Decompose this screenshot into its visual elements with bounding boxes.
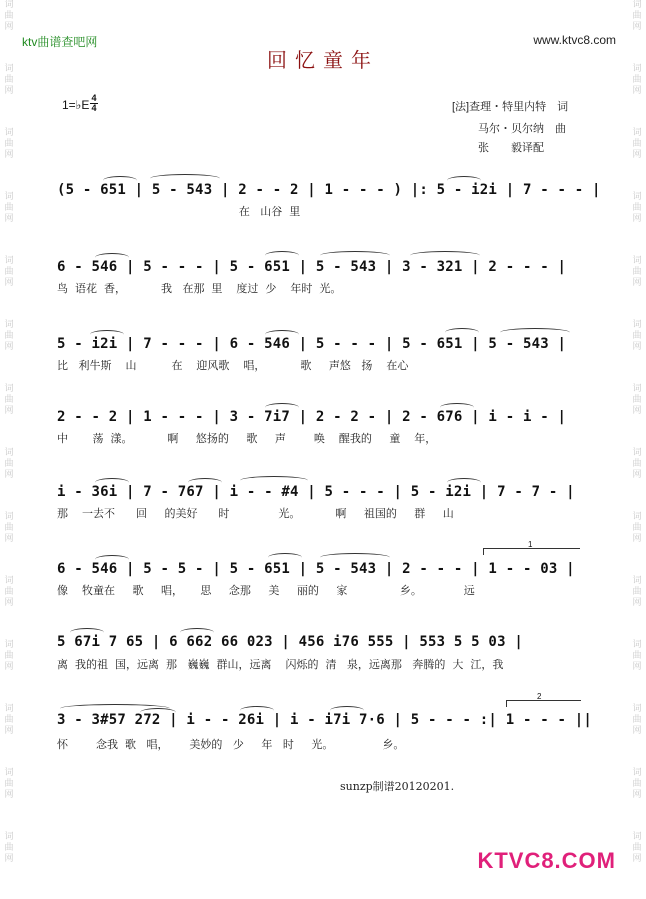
- time-signature-top: 4: [91, 93, 97, 103]
- lyricist-credit: [法]查理・特里内特 词: [452, 101, 569, 113]
- watermark-char: 词: [4, 64, 14, 74]
- slur-arc: [447, 478, 481, 487]
- volta-number-1: 1: [528, 540, 533, 549]
- time-signature: [90, 94, 98, 113]
- watermark-char: 词: [632, 384, 642, 394]
- slur-arc: [90, 330, 124, 339]
- score-line-2-lyrics: 鸟 语花 香， 我 在那 里 度过 少 年时 光。: [57, 282, 342, 295]
- watermark-group: [2, 704, 16, 768]
- watermark-char: 词: [4, 448, 14, 458]
- watermark-char: 曲: [4, 779, 14, 789]
- watermark-group: [630, 704, 644, 768]
- score-line-8-notes: 3 - 3#57 272 | i - - 26i | i - i7i 7·6 | 5 - - - :| 1 - - - ||: [57, 712, 592, 728]
- watermark-char: 网: [632, 854, 642, 864]
- slur-arc: [500, 328, 570, 337]
- watermark-char: 曲: [4, 75, 14, 85]
- watermark-char: 曲: [4, 11, 14, 21]
- watermark-char: 词: [632, 512, 642, 522]
- slur-arc: [447, 176, 481, 185]
- watermark-char: 网: [632, 534, 642, 544]
- watermark-group: [2, 832, 16, 896]
- transcriber-note: sunzp制谱20120201.: [340, 780, 455, 793]
- volta-bracket-2: [506, 692, 581, 707]
- site-name-left: ktv曲谱查吧网: [22, 35, 98, 49]
- watermark-char: 曲: [4, 459, 14, 469]
- watermark-char: 曲: [632, 459, 642, 469]
- watermark-char: 网: [4, 86, 14, 96]
- watermark-char: 词: [4, 128, 14, 138]
- slur-arc: [265, 330, 299, 339]
- score-line-4-lyrics: 中 荡 漾。 啊 悠扬的 歌 声 唤 醒我的 童 年，: [57, 432, 437, 445]
- slur-arc: [265, 403, 299, 412]
- watermark-char: 词: [4, 0, 14, 10]
- watermark-char: 网: [632, 278, 642, 288]
- watermark-char: 词: [632, 128, 642, 138]
- volta-bracket-1: [483, 540, 580, 555]
- watermark-char: 词: [4, 768, 14, 778]
- watermark-char: 曲: [4, 587, 14, 597]
- watermark-char: 网: [632, 150, 642, 160]
- watermark-group: [630, 512, 644, 576]
- watermark-char: 曲: [632, 267, 642, 277]
- watermark-char: 词: [632, 832, 642, 842]
- slur-arc: [95, 478, 129, 487]
- watermark-char: 网: [632, 22, 642, 32]
- score-line-1-lyrics: 在 山谷 里: [57, 205, 301, 218]
- watermark-char: 词: [4, 640, 14, 650]
- watermark-char: 词: [4, 832, 14, 842]
- score-line-6-notes: 6 - 546 | 5 - 5 - | 5 - 651 | 5 - 543 | 2 - - - | 1 - - 03 |: [57, 561, 575, 577]
- slur-arc: [70, 628, 104, 637]
- slur-arc: [265, 251, 299, 260]
- watermark-group: [2, 64, 16, 128]
- watermark-char: 曲: [632, 523, 642, 533]
- translator-credit: 张 毅译配: [478, 142, 544, 154]
- watermark-group: [630, 448, 644, 512]
- key-signature: 1=♭E: [62, 98, 90, 112]
- watermark-char: 网: [4, 534, 14, 544]
- slur-arc: [330, 706, 364, 715]
- score-line-7-notes: 5 67i 7 65 | 6 662 66 023 | 456 i76 555 | 553 5 5 03 |: [57, 634, 523, 650]
- watermark-group: [2, 448, 16, 512]
- watermark-char: 网: [632, 790, 642, 800]
- score-line-5-lyrics: 那 一去不 回 的美好 时 光。 啊 祖国的 群 山: [57, 507, 454, 520]
- watermark-char: 网: [4, 854, 14, 864]
- watermark-char: 网: [4, 790, 14, 800]
- watermark-char: 网: [4, 214, 14, 224]
- watermark-group: [2, 256, 16, 320]
- watermark-char: 曲: [4, 715, 14, 725]
- watermark-char: 网: [632, 470, 642, 480]
- watermark-char: 曲: [632, 203, 642, 213]
- watermark-group: [630, 256, 644, 320]
- watermark-char: 曲: [4, 523, 14, 533]
- watermark-char: 曲: [4, 139, 14, 149]
- slur-arc: [95, 555, 129, 564]
- watermark-group: [2, 384, 16, 448]
- watermark-char: 曲: [632, 331, 642, 341]
- watermark-group: [2, 320, 16, 384]
- watermark-char: 词: [4, 704, 14, 714]
- score-line-6-lyrics: 像 牧童在 歌 唱， 思 念那 美 丽的 家 乡。 远: [57, 584, 475, 597]
- watermark-group: [630, 64, 644, 128]
- watermark-group: [2, 576, 16, 640]
- slur-arc: [320, 553, 390, 562]
- slur-arc: [95, 253, 129, 262]
- watermark-char: 曲: [632, 651, 642, 661]
- score-line-7-lyrics: 离 我的祖 国，远离 那 巍巍 群山，远离 闪烁的 清 泉，远离那 奔腾的 大 江，我: [57, 658, 504, 671]
- score-line-4-notes: 2 - - 2 | 1 - - - | 3 - 7i7 | 2 - 2 - | 2 - 676 | i - i - |: [57, 409, 567, 425]
- song-title: 回忆童年: [267, 48, 379, 72]
- watermark-char: 词: [632, 320, 642, 330]
- watermark-char: 词: [632, 768, 642, 778]
- watermark-group: [2, 768, 16, 832]
- watermark-char: 网: [632, 662, 642, 672]
- watermark-char: 词: [632, 64, 642, 74]
- watermark-char: 曲: [632, 139, 642, 149]
- composer-credit: 马尔・贝尔纳 曲: [478, 123, 566, 135]
- watermark-char: 网: [4, 342, 14, 352]
- watermark-char: 词: [4, 384, 14, 394]
- slur-arc: [268, 553, 302, 562]
- score-line-5-notes: i - 36i | 7 - 767 | i - - #4 | 5 - - - | 5 - i2i | 7 - 7 - |: [57, 484, 575, 500]
- watermark-right: [630, 0, 644, 899]
- watermark-group: [630, 128, 644, 192]
- site-logo: KTVC8.COM: [477, 848, 616, 873]
- watermark-group: [630, 768, 644, 832]
- watermark-left: [2, 0, 16, 899]
- slur-arc: [440, 403, 474, 412]
- watermark-char: 曲: [4, 395, 14, 405]
- watermark-char: 网: [4, 278, 14, 288]
- watermark-char: 网: [4, 598, 14, 608]
- score-line-3-notes: 5 - i2i | 7 - - - | 6 - 546 | 5 - - - | 5 - 651 | 5 - 543 |: [57, 336, 567, 352]
- watermark-group: [2, 512, 16, 576]
- slur-arc: [140, 708, 176, 717]
- watermark-char: 词: [632, 704, 642, 714]
- watermark-group: [2, 640, 16, 704]
- watermark-char: 网: [4, 150, 14, 160]
- watermark-char: 词: [4, 256, 14, 266]
- watermark-char: 词: [4, 320, 14, 330]
- watermark-group: [630, 576, 644, 640]
- watermark-char: 网: [4, 22, 14, 32]
- score-line-3-lyrics: 比 利牛斯 山 在 迎风歌 唱， 歌 声悠 扬 在心: [57, 359, 409, 372]
- slur-arc: [445, 328, 479, 337]
- watermark-char: 曲: [632, 75, 642, 85]
- watermark-char: 词: [4, 192, 14, 202]
- watermark-char: 网: [4, 406, 14, 416]
- watermark-char: 曲: [4, 203, 14, 213]
- watermark-group: [630, 640, 644, 704]
- watermark-char: 网: [4, 662, 14, 672]
- watermark-char: 曲: [4, 267, 14, 277]
- slur-arc: [240, 706, 274, 715]
- watermark-group: [630, 192, 644, 256]
- watermark-char: 网: [4, 470, 14, 480]
- slur-arc: [320, 251, 390, 260]
- slur-arc: [410, 251, 480, 260]
- watermark-char: 曲: [632, 587, 642, 597]
- watermark-char: 词: [4, 576, 14, 586]
- watermark-group: [630, 832, 644, 896]
- watermark-char: 网: [632, 86, 642, 96]
- slur-arc: [240, 476, 308, 485]
- watermark-char: 词: [632, 640, 642, 650]
- watermark-char: 词: [632, 576, 642, 586]
- slur-arc: [103, 176, 137, 185]
- watermark-char: 网: [632, 342, 642, 352]
- watermark-char: 曲: [632, 843, 642, 853]
- watermark-char: 曲: [632, 11, 642, 21]
- slur-arc: [188, 478, 222, 487]
- watermark-char: 曲: [4, 651, 14, 661]
- watermark-char: 词: [4, 512, 14, 522]
- watermark-char: 网: [4, 726, 14, 736]
- slur-arc: [150, 174, 220, 183]
- watermark-char: 网: [632, 214, 642, 224]
- score-line-1-notes: (5 - 651 | 5 - 543 | 2 - - 2 | 1 - - - ) |: 5 - i2i | 7 - - - |: [57, 182, 601, 198]
- watermark-char: 网: [632, 598, 642, 608]
- watermark-group: [630, 384, 644, 448]
- watermark-char: 词: [632, 192, 642, 202]
- watermark-char: 曲: [4, 843, 14, 853]
- watermark-char: 网: [632, 406, 642, 416]
- watermark-char: 曲: [632, 779, 642, 789]
- score-line-8-lyrics: 怀 念我 歌 唱， 美妙的 少 年 时 光。 乡。: [57, 738, 405, 751]
- site-url-right: www.ktvc8.com: [533, 33, 616, 47]
- watermark-group: [2, 192, 16, 256]
- score-line-2-notes: 6 - 546 | 5 - - - | 5 - 651 | 5 - 543 | 3 - 321 | 2 - - - |: [57, 259, 567, 275]
- watermark-char: 词: [632, 256, 642, 266]
- watermark-group: [2, 128, 16, 192]
- watermark-char: 词: [632, 0, 642, 10]
- watermark-char: 曲: [632, 715, 642, 725]
- watermark-char: 曲: [632, 395, 642, 405]
- watermark-char: 词: [632, 448, 642, 458]
- volta-number-2: 2: [537, 692, 542, 701]
- time-signature-bottom: 4: [91, 103, 97, 113]
- watermark-char: 曲: [4, 331, 14, 341]
- slur-arc: [180, 628, 214, 637]
- watermark-char: 网: [632, 726, 642, 736]
- watermark-group: [630, 320, 644, 384]
